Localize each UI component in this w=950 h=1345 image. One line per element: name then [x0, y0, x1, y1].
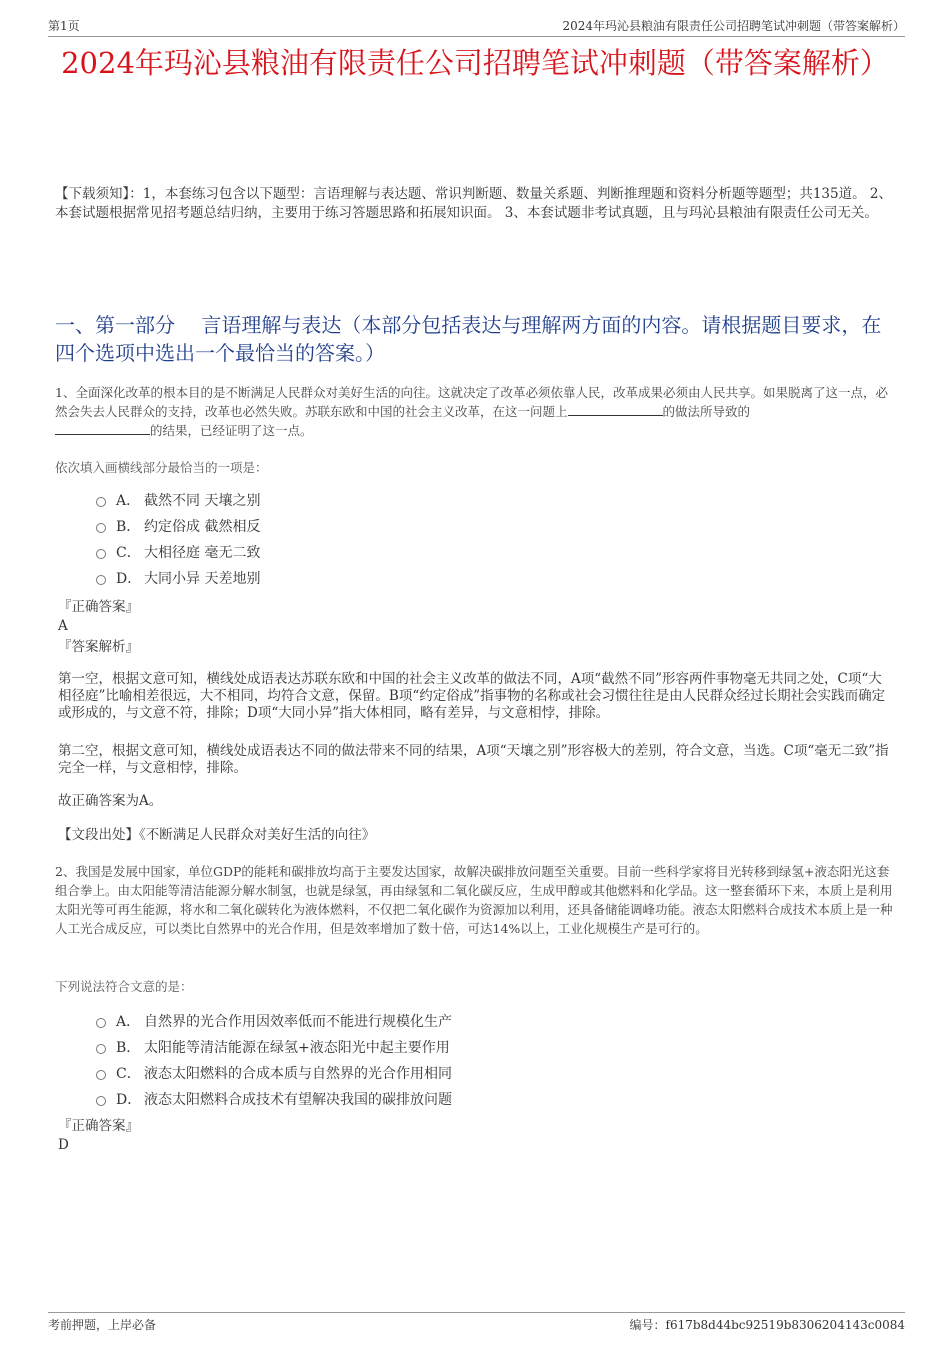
radio-icon[interactable] — [96, 497, 106, 507]
analysis-paragraph-2: 第二空，根据文意可知，横线处成语表达不同的做法带来不同的结果，A项“天壤之别”形容极大的差别，符合文意，当选。C项“毫无二致”指完全一样，与文意相悖，排除。 — [58, 743, 889, 776]
header-doc-title: 2024年玛沁县粮油有限责任公司招聘笔试冲刺题（带答案解析） — [562, 19, 905, 33]
question-1-text-c: 的结果，已经证明了这一点。 — [150, 423, 313, 438]
option-c[interactable]: C． 大相径庭 毫无二致 — [96, 539, 260, 565]
option-d[interactable]: D． 液态太阳燃料合成技术有望解决我国的碳排放问题 — [96, 1086, 452, 1112]
radio-icon[interactable] — [96, 1070, 106, 1080]
page-footer — [48, 1312, 905, 1333]
option-b[interactable]: B． 约定俗成 截然相反 — [96, 513, 260, 539]
question-1-text — [55, 383, 900, 440]
option-b[interactable]: B． 太阳能等清洁能源在绿氢+液态阳光中起主要作用 — [96, 1034, 452, 1060]
analysis-conclusion: 故正确答案为A。 — [58, 793, 163, 809]
answer-label: 『正确答案』 — [58, 599, 139, 615]
source-note: 【文段出处】《不断满足人民群众对美好生活的向往》 — [58, 827, 376, 843]
option-d[interactable]: D． 大同小异 天差地别 — [96, 565, 260, 591]
download-notice: 【下载须知】：1，本套练习包含以下题型：言语理解与表达题、常识判断题、数量关系题、判断推理题和资料分析题等题型；共135道。 2、本套试题根据常见招考题总结归纳，主要用于练习答题思路和拓展知识面。 3、本套试题非考试真题，且与玛沁县粮油有限责任公司无关。 — [55, 186, 892, 221]
answer-value: D — [58, 1137, 69, 1153]
question-1-options — [96, 487, 260, 591]
radio-icon[interactable] — [96, 549, 106, 559]
radio-icon[interactable] — [96, 575, 106, 585]
page-number: 第1页 — [48, 19, 80, 33]
document-title: 2024年玛沁县粮油有限责任公司招聘笔试冲刺题（带答案解析） — [61, 46, 889, 80]
radio-icon[interactable] — [96, 1044, 106, 1054]
analysis-label: 『答案解析』 — [58, 639, 139, 655]
option-c[interactable]: C． 液态太阳燃料的合成本质与自然界的光合作用相同 — [96, 1060, 452, 1086]
analysis-paragraph-1: 第一空，根据文意可知，横线处成语表达苏联东欧和中国的社会主义改革的做法不同，A项“截然不同”形容两件事物毫无共同之处，C项“大相径庭”比喻相差很远，大不相同，均符合文意，保留。B项“约定俗成”指事物的名称或社会习惯往往是由人民群众经过长期社会实践而确定或形成的，与文意不符，排除；D项“大同小异”指大体相同，略有差异，与文意相悖，排除。 — [58, 671, 886, 721]
page-header — [48, 14, 905, 37]
option-a[interactable]: A． 自然界的光合作用因效率低而不能进行规模化生产 — [96, 1008, 452, 1034]
answer-label: 『正确答案』 — [58, 1118, 139, 1134]
answer-value: A — [58, 618, 68, 634]
footer-slogan: 考前押题，上岸必备 — [48, 1318, 157, 1332]
section-title: 一、第一部分 言语理解与表达（本部分包括表达与理解两方面的内容。请根据题目要求，在四个选项中选出一个最恰当的答案。） — [55, 313, 882, 365]
footer-id: 编号：f617b8d44bc92519b8306204143c0084 — [629, 1318, 905, 1332]
question-1-prompt: 依次填入画横线部分最恰当的一项是： — [55, 460, 268, 475]
question-1-text-a: 1、全面深化改革的根本目的是不断满足人民群众对美好生活的向往。这就决定了改革必须依靠人民，改革成果必须由人民共享。如果脱离了这一点，必然会失去人民群众的支持，改革也必然失败。苏联东欧和中国的社会主义改革，在这一问题上 — [55, 385, 888, 419]
radio-icon[interactable] — [96, 523, 106, 533]
question-2-options — [96, 1008, 452, 1112]
question-1-text-b: 的做法所导致的 — [662, 404, 751, 419]
blank-1 — [568, 403, 663, 416]
option-a[interactable]: A． 截然不同 天壤之别 — [96, 487, 260, 513]
radio-icon[interactable] — [96, 1096, 106, 1106]
question-2-prompt: 下列说法符合文意的是： — [55, 979, 193, 994]
blank-2 — [55, 422, 150, 435]
question-2-text: 2、我国是发展中国家，单位GDP的能耗和碳排放均高于主要发达国家，故解决碳排放问题至关重要。目前一些科学家将目光转移到绿氢+液态阳光这套组合拳上。由太阳能等清洁能源分解水制氢，也就是绿氢，再由绿氢和二氧化碳反应，生成甲醇或其他燃料和化学品。这一整套循环下来，本质上是利用太阳光等可再生能源，将水和二氧化碳转化为液体燃料，不仅把二氧化碳作为资源加以利用，还具备储能调峰功能。液态太阳燃料合成技术本质上是一种人工光合成反应，可以类比自然界中的光合作用，但是效率增加了数十倍，可达14%以上，工业化规模生产是可行的。 — [55, 864, 893, 936]
radio-icon[interactable] — [96, 1018, 106, 1028]
